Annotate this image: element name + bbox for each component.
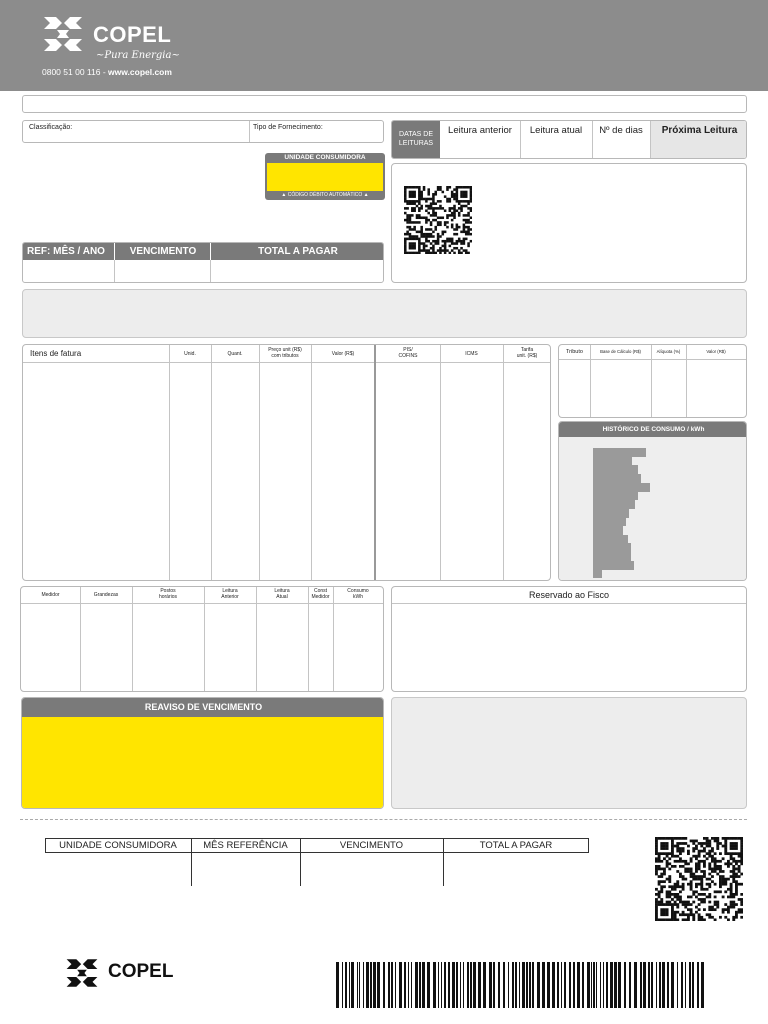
debito-automatico-label: ▲ CÓDIGO DÉBITO AUTOMÁTICO ▲ bbox=[281, 192, 369, 198]
header-divider bbox=[21, 603, 383, 604]
col-const-line1: Const bbox=[313, 588, 328, 594]
leitura-anterior-label: Leitura anterior bbox=[448, 125, 512, 136]
reaviso-vencimento-box bbox=[21, 697, 384, 809]
divider bbox=[443, 838, 444, 886]
divider bbox=[256, 587, 257, 691]
barcode-icon bbox=[336, 962, 706, 1008]
divider bbox=[211, 345, 212, 580]
header-banner bbox=[0, 0, 768, 91]
divider bbox=[374, 345, 376, 580]
col-leitura-atual bbox=[256, 588, 308, 600]
col-const-line2: Medidor bbox=[311, 594, 330, 600]
header-divider bbox=[23, 362, 550, 363]
stub-vencimento-label: VENCIMENTO bbox=[339, 840, 404, 851]
datas-leituras-label bbox=[392, 130, 440, 148]
reaviso-title: REAVISO DE VENCIMENTO bbox=[22, 698, 384, 717]
historico-consumo-chart bbox=[558, 421, 747, 581]
stub-unidade-label: UNIDADE CONSUMIDORA bbox=[59, 840, 177, 851]
col-preco bbox=[259, 347, 311, 359]
website-link[interactable]: www.copel.com bbox=[108, 67, 172, 77]
total-pagar-label: TOTAL A PAGAR bbox=[258, 246, 338, 257]
phone-number: 0800 51 00 116 - bbox=[42, 67, 109, 77]
col-consumo-line2: kWh bbox=[353, 594, 363, 600]
col-tarifa-line2: unit. (R$) bbox=[516, 353, 538, 359]
divider bbox=[590, 345, 591, 417]
divider bbox=[114, 260, 115, 283]
ref-mes-ano-label: REF: MÊS / ANO bbox=[27, 246, 105, 257]
copel-logo-icon bbox=[65, 957, 99, 989]
col-quant: Quant. bbox=[227, 351, 243, 357]
divider bbox=[300, 838, 301, 886]
itens-fatura-title: Itens de fatura bbox=[30, 349, 82, 358]
divider bbox=[651, 345, 652, 417]
col-base-calculo: Base de Cálculo (R$) bbox=[600, 349, 641, 354]
divider bbox=[311, 345, 312, 580]
historico-bars bbox=[593, 448, 743, 580]
stub-table bbox=[45, 838, 589, 886]
col-leit-atual-line2: Atual bbox=[276, 594, 288, 600]
reaviso-content bbox=[22, 717, 384, 809]
unidade-consumidora-value bbox=[267, 163, 383, 191]
footer-brand: COPEL bbox=[108, 961, 174, 982]
col-postos-horarios bbox=[132, 588, 204, 600]
col-grandezas: Grandezas bbox=[93, 592, 119, 598]
qr-box bbox=[391, 163, 747, 283]
divider bbox=[249, 121, 250, 142]
header-slogan: ~Pura Energia~ bbox=[96, 50, 180, 61]
divider bbox=[210, 260, 211, 283]
divider bbox=[503, 345, 504, 580]
tributos-table bbox=[558, 344, 747, 418]
col-unid: Unid. bbox=[184, 351, 196, 357]
qr-code-icon bbox=[404, 186, 472, 254]
qr-code-icon bbox=[655, 837, 743, 921]
col-consumo-line1: Consumo bbox=[347, 588, 369, 594]
divider bbox=[259, 345, 260, 580]
unidade-consumidora-title: UNIDADE CONSUMIDORA bbox=[284, 154, 366, 161]
col-valor: Valor (R$) bbox=[331, 351, 355, 357]
divider bbox=[333, 587, 334, 691]
datas-leituras-box bbox=[391, 120, 747, 159]
divider bbox=[132, 587, 133, 691]
col-leit-ant-line1: Leitura bbox=[222, 588, 238, 594]
vencimento-label: VENCIMENTO bbox=[129, 246, 197, 257]
divider bbox=[686, 345, 687, 417]
col-valor: Valor (R$) bbox=[706, 349, 726, 354]
reservado-fisco-title: Reservado ao Fisco bbox=[528, 590, 610, 600]
header-contact bbox=[42, 67, 172, 77]
header-brand: COPEL bbox=[93, 22, 172, 47]
historico-title: HISTÓRICO DE CONSUMO / kWh bbox=[559, 422, 747, 437]
divider bbox=[191, 838, 192, 886]
col-pis-line2: COFINS bbox=[398, 353, 418, 359]
col-tarifa-line1: Tarifa bbox=[520, 347, 534, 353]
classificacao-label: Classificação: bbox=[29, 124, 73, 131]
datas-leituras-line2: LEITURAS bbox=[398, 140, 434, 147]
cut-line bbox=[20, 819, 747, 820]
leitura-atual-label: Leitura atual bbox=[529, 125, 583, 136]
col-consumo-kwh bbox=[333, 588, 383, 600]
col-medidor: Medidor bbox=[41, 592, 60, 598]
unidade-consumidora-box bbox=[265, 153, 385, 200]
stub-total-label: TOTAL A PAGAR bbox=[479, 840, 553, 851]
numero-dias-label: Nº de dias bbox=[599, 125, 643, 136]
col-postos-line1: Postos bbox=[160, 588, 176, 594]
divider bbox=[80, 587, 81, 691]
itens-fatura-table bbox=[22, 344, 551, 581]
datas-leituras-line1: DATAS DE bbox=[399, 131, 433, 138]
col-postos-line2: horários bbox=[158, 594, 178, 600]
copel-logo-icon bbox=[42, 15, 84, 53]
header-divider bbox=[559, 359, 746, 360]
classification-box bbox=[22, 120, 384, 143]
proxima-leitura-label: Próxima Leitura bbox=[661, 125, 738, 136]
stub-mes-label: MÊS REFERÊNCIA bbox=[203, 840, 288, 851]
divider bbox=[204, 587, 205, 691]
col-const-medidor bbox=[308, 588, 333, 600]
auxiliary-area bbox=[391, 697, 747, 809]
col-aliquota: Alíquota (%) bbox=[656, 349, 681, 354]
col-tributo: Tributo bbox=[566, 349, 583, 355]
col-leit-atual-line1: Leitura bbox=[274, 588, 290, 594]
reservado-fisco-box bbox=[391, 586, 747, 692]
col-pis-cofins bbox=[376, 347, 440, 359]
top-info-field bbox=[22, 95, 747, 113]
divider bbox=[308, 587, 309, 691]
col-leit-ant-line2: Anterior bbox=[221, 594, 239, 600]
header-divider bbox=[392, 603, 746, 604]
medidor-table bbox=[20, 586, 384, 692]
col-preco-line2: com tributos bbox=[271, 353, 299, 359]
consumo-bar bbox=[593, 569, 602, 578]
col-leitura-anterior bbox=[204, 588, 256, 600]
tipo-fornecimento-label: Tipo de Fornecimento: bbox=[253, 124, 323, 131]
message-area bbox=[22, 289, 747, 338]
divider bbox=[440, 345, 441, 580]
col-preco-line1: Preço unit (R$) bbox=[268, 347, 302, 353]
col-icms: ICMS bbox=[465, 351, 478, 357]
col-tarifa bbox=[503, 347, 551, 359]
ref-vencimento-box bbox=[22, 242, 384, 283]
divider bbox=[169, 345, 170, 580]
col-pis-line1: PIS/ bbox=[403, 347, 413, 353]
